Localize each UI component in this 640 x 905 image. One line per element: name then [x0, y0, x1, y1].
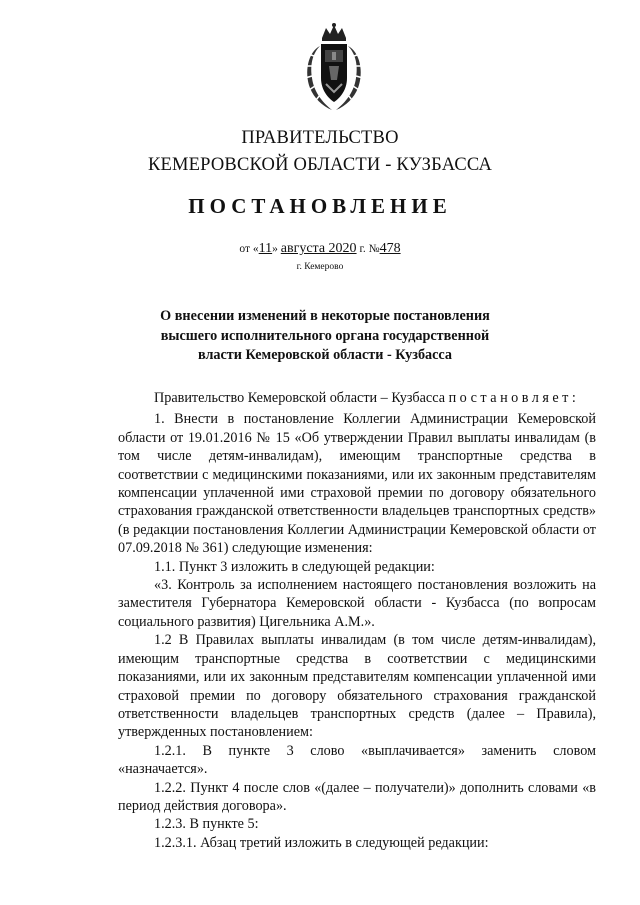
- document-body: [118, 389, 596, 852]
- subject-line: О внесении изменений в некоторые постановления: [160, 308, 490, 324]
- paragraph-1-2-3: 1.2.3. В пункте 5:: [154, 816, 259, 833]
- paragraph-1-2-3-1: 1.2.3.1. Абзац третий изложить в следующей редакции:: [154, 834, 489, 851]
- paragraph-quote-3: «3. Контроль за исполнением настоящего постановления возложить на заместителя Губернатора Кемеровской области - Кузбасса (по вопросам социального развития) Цигельника А.М.».: [118, 577, 596, 630]
- document-subject: [160, 307, 490, 366]
- intro-resolves: постановляет:: [448, 390, 580, 406]
- paragraph-1-2-2: 1.2.2. Пункт 4 после слов «(далее – получатели)» дополнить словами «в период действия договора».: [118, 779, 596, 814]
- government-title-line2: КЕМЕРОВСКОЙ ОБЛАСТИ - КУЗБАССА: [147, 155, 493, 175]
- date-sep: »: [272, 243, 278, 255]
- document-type-title: ПОСТАНОВЛЕНИЕ: [188, 194, 452, 218]
- document-number: 478: [379, 241, 401, 256]
- paragraph-1-1: 1.1. Пункт 3 изложить в следующей редакции:: [154, 558, 435, 575]
- subject-line: высшего исполнительного органа государственной: [160, 327, 490, 344]
- date-suffix: г. №: [359, 243, 380, 255]
- date-prefix: от «: [239, 243, 259, 255]
- city-label: г. Кемерово: [296, 262, 344, 272]
- date-month-year: августа 2020: [280, 241, 357, 256]
- intro-paragraph: [118, 389, 596, 407]
- intro-text: Правительство Кемеровской области – Кузбасса: [154, 390, 449, 406]
- government-title-line1: ПРАВИТЕЛЬСТВО: [241, 128, 399, 148]
- paragraph-1-2-1: 1.2.1. В пункте 3 слово «выплачивается» заменить словом «назначается».: [118, 742, 596, 778]
- date-day: 11: [258, 241, 273, 256]
- paragraph-1: 1. Внести в постановление Коллегии Администрации Кемеровской области от 19.01.2016 № 15 «Об утверждении Правил выплаты инвалидам (в том числе детям-инвалидам), имеющим транспортные средства в соответствии с медицинскими показаниями, или их законным представителям компенсации уплаченной ими страховой премии по договору обязательного страхования гражданской ответственности владельцев транспортных средств» (в редакции постановления Коллегии Администрации Кемеровской области от 07.09.2018 № 361) следующие изменения:: [118, 411, 596, 557]
- coat-of-arms-emblem: [300, 22, 368, 114]
- date-number-line: [0, 241, 640, 257]
- subject-line: власти Кемеровской области - Кузбасса: [197, 347, 452, 363]
- paragraph-1-2: 1.2 В Правилах выплаты инвалидам (в том числе детям-инвалидам), имеющим транспортные средства в соответствии с медицинскими показаниями, или их законным представителям компенсации уплаченной ими страховой премии по договору обязательного страхования гражданской ответственности владельцев транспортных средств (далее – Правила), утвержденных постановлением:: [118, 632, 596, 741]
